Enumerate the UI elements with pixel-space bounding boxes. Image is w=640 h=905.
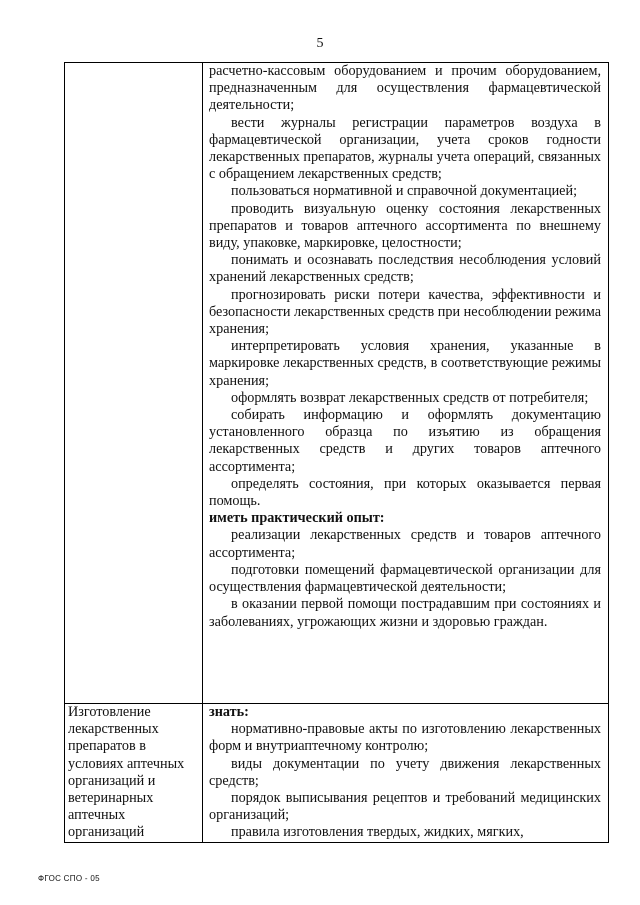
paragraph: нормативно-правовые акты по изготовлению лекарственных форм и внутриаптечному контролю; bbox=[209, 721, 601, 755]
section-heading-practical-experience: иметь практический опыт: bbox=[209, 510, 385, 527]
requirements-text bbox=[203, 704, 608, 842]
paragraph: понимать и осознавать последствия несоблюдения условий хранений лекарственных средств; bbox=[209, 252, 601, 286]
table-row bbox=[65, 704, 609, 843]
table-cell-left bbox=[65, 704, 203, 843]
paragraph: пользоваться нормативной и справочной документацией; bbox=[231, 183, 578, 200]
table-row bbox=[65, 63, 609, 704]
table-cell-right bbox=[203, 63, 609, 704]
module-name: Изготовление лекарственных препаратов в условиях аптечных организаций и ветеринарных аптечных организаций bbox=[68, 704, 185, 841]
paragraph: реализации лекарственных средств и товаров аптечного ассортимента; bbox=[209, 527, 601, 561]
page-number: 5 bbox=[316, 36, 324, 51]
paragraph: виды документации по учету движения лекарственных средств; bbox=[209, 755, 601, 789]
requirements-text bbox=[203, 63, 608, 631]
paragraph: расчетно-кассовым оборудованием и прочим оборудованием, предназначенным для осуществления фармацевтической деятельности; bbox=[209, 63, 601, 114]
document-footer: ФГОС СПО - 05 bbox=[38, 874, 100, 883]
section-heading-know: знать: bbox=[209, 704, 249, 720]
paragraph: порядок выписывания рецептов и требований медицинских организаций; bbox=[209, 790, 601, 824]
paragraph: интерпретировать условия хранения, указанные в маркировке лекарственных средств, в соответствующие режимы хранения; bbox=[209, 338, 601, 389]
table-cell-left bbox=[65, 63, 203, 704]
paragraph: в оказании первой помощи пострадавшим при состояниях и заболеваниях, угрожающих жизни и здоровью граждан. bbox=[209, 596, 601, 630]
table-cell-right bbox=[203, 704, 609, 843]
paragraph: прогнозировать риски потери качества, эффективности и безопасности лекарственных средств при несоблюдении режима хранения; bbox=[209, 286, 601, 338]
paragraph: подготовки помещений фармацевтической организации для осуществления фармацевтической деятельности; bbox=[209, 561, 601, 596]
competency-table bbox=[64, 62, 609, 843]
paragraph: собирать информацию и оформлять документацию установленного образца по изъятию из обращения лекарственных средств и других товаров аптечного ассортимента; bbox=[209, 407, 601, 475]
paragraph: оформлять возврат лекарственных средств от потребителя; bbox=[231, 389, 589, 406]
paragraph: правила изготовления твердых, жидких, мягких, bbox=[231, 824, 524, 841]
paragraph: вести журналы регистрации параметров воздуха в фармацевтической организации, учета сроков годности лекарственных препаратов, журналы учета операций, связанных с обращением лекарственных средств; bbox=[209, 114, 601, 183]
paragraph: определять состояния, при которых оказывается первая помощь. bbox=[209, 475, 601, 510]
paragraph: проводить визуальную оценку состояния лекарственных препаратов и товаров аптечного ассортимента по внешнему виду, упаковке, маркировке, целостности; bbox=[209, 200, 601, 252]
